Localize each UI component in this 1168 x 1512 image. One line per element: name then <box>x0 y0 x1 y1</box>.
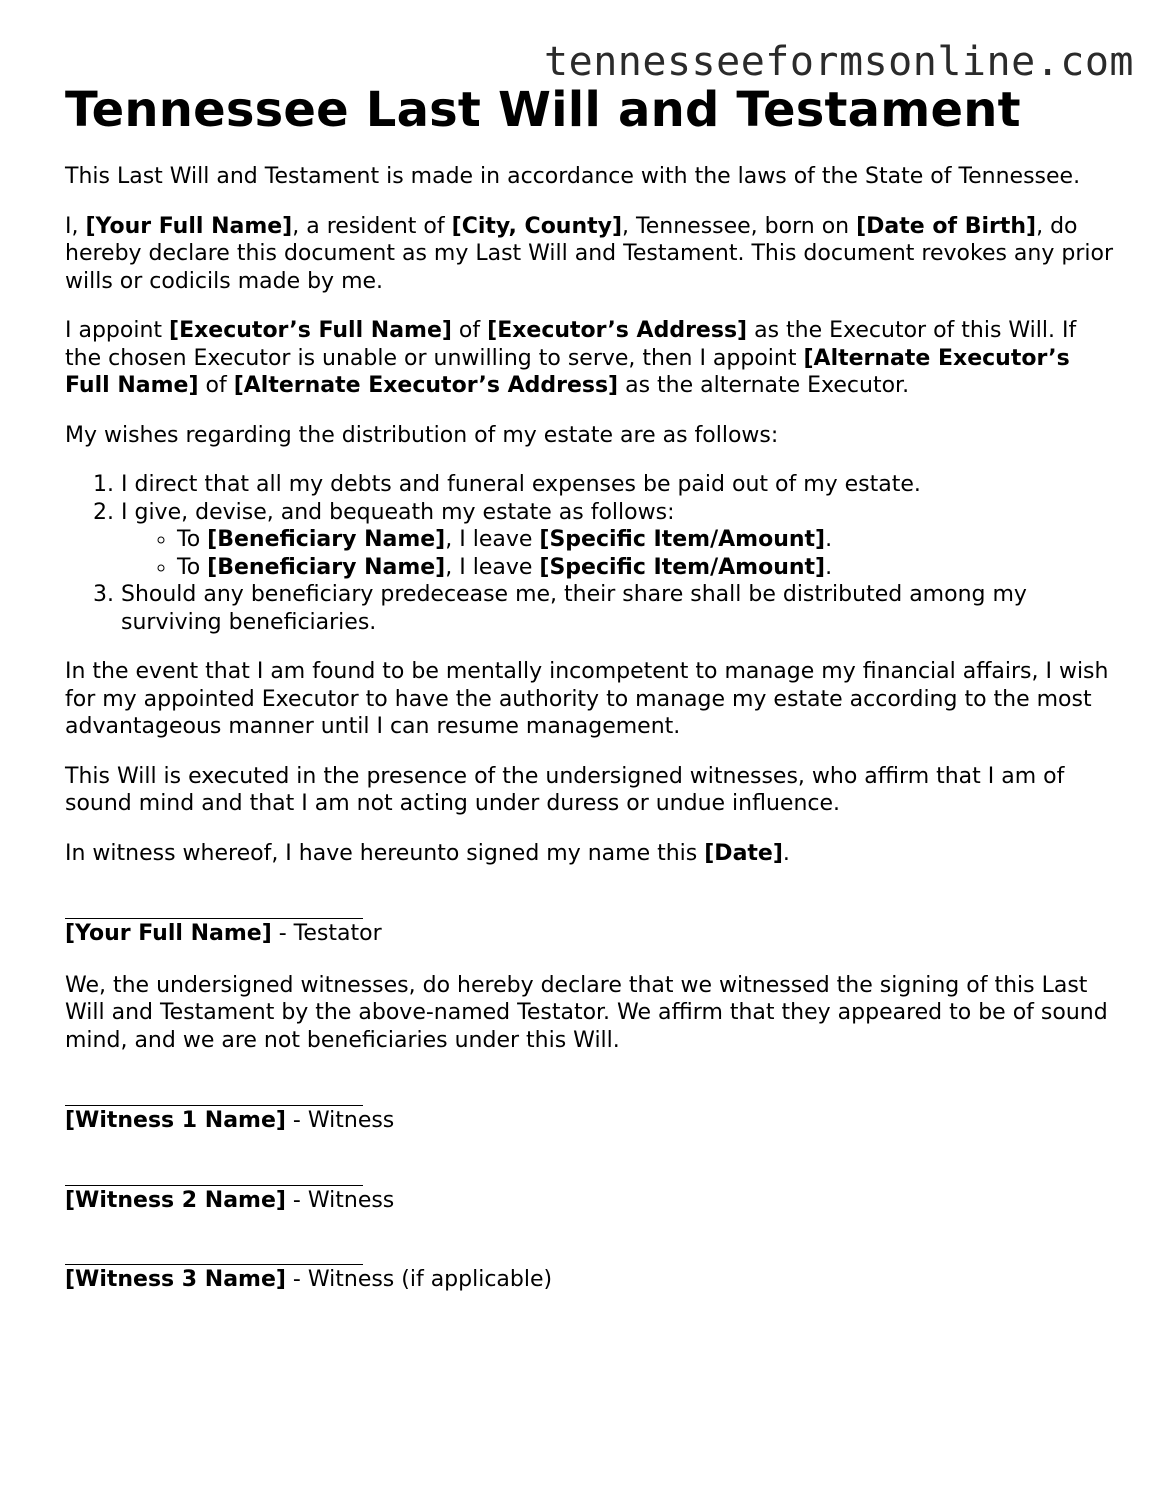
witness-name-placeholder: [Witness 1 Name] <box>65 1108 286 1133</box>
testator-role: - Testator <box>271 921 382 946</box>
witness-role: - Witness (if applicable) <box>285 1267 553 1292</box>
witness-declaration-paragraph: We, the undersigned witnesses, do hereby declare that we witnessed the signing of this Last Will and Testament by the above-named Testator. We affirm that they appeared to be of sound mind, and we are not beneficiaries under this Will. <box>65 972 1108 1053</box>
testator-name-placeholder: [Your Full Name] <box>65 921 272 946</box>
execution-paragraph: This Will is executed in the presence of the undersigned witnesses, who affirm that I am of sound mind and that I am not acting under duress or undue influence. <box>65 763 1065 816</box>
executor-address-placeholder: [Executor’s Address] <box>487 318 748 343</box>
beneficiary-name-placeholder: [Beneficiary Name] <box>207 554 446 580</box>
site-watermark: tennesseeformsonline.com <box>544 39 1134 85</box>
testator-signature-line[interactable] <box>65 895 363 919</box>
witness-name-placeholder: [Witness 2 Name] <box>65 1187 286 1213</box>
bequest-list <box>121 526 1115 581</box>
date-placeholder: [Date] <box>704 840 783 866</box>
will-document <box>65 82 1115 1318</box>
bequest-item: ◦ To [Beneficiary Name], I leave [Specific Item/Amount]. <box>177 526 1115 554</box>
witness-name-placeholder: [Witness 3 Name] <box>65 1267 286 1292</box>
document-title: Tennessee Last Will and Testament <box>65 82 1021 138</box>
testator-name-placeholder: [Your Full Name] <box>85 213 293 239</box>
witness-signature-line[interactable] <box>65 1241 363 1265</box>
wishes-intro: My wishes regarding the distribution of my estate are as follows: <box>65 422 779 448</box>
incompetence-paragraph: In the event that I am found to be mentally incompetent to manage my financial affairs, I wish for my appointed Executor to have the authority to manage my estate according to the most advantageous manner until I can resume management. <box>65 659 1109 739</box>
alternate-executor-name-placeholder: [Alternate Executor’s Full Name] <box>65 345 1070 398</box>
executor-paragraph: I appoint [Executor’s Full Name] of [Executor’s Address] as the Executor of this Will. If the chosen Executor is unable or unwilling to serve, then I appoint [Alternate Executor’s Full Name] of [Alternate Executor’s Address] as the alternate Executor. <box>65 318 1077 398</box>
alternate-executor-address-placeholder: [Alternate Executor’s Address] <box>233 373 619 398</box>
witness-signature-block <box>65 1082 1115 1135</box>
executor-name-placeholder: [Executor’s Full Name] <box>169 318 452 343</box>
specific-item-placeholder: [Specific Item/Amount] <box>539 527 826 552</box>
wishes-list <box>65 471 1115 636</box>
wish-item-bequests: 2. I give, devise, and bequeath my estate as follows: ◦ To [Beneficiary Name], I leave [Specific Item/Amount]. ◦ To [Beneficiary Name], I leave [Specific Item/Amount]. <box>121 499 1115 582</box>
witness-signature-block <box>65 1162 1115 1215</box>
witness-whereof-paragraph: In witness whereof, I have hereunto signed my name this [Date]. <box>65 840 790 866</box>
wish-item-predecease: 3. Should any beneficiary predecease me, their share shall be distributed among my surviving beneficiaries. <box>121 581 1115 636</box>
intro-paragraph: This Last Will and Testament is made in accordance with the laws of the State of Tennessee. <box>65 164 1081 189</box>
specific-item-placeholder: [Specific Item/Amount] <box>539 554 826 580</box>
date-of-birth-placeholder: [Date of Birth] <box>856 213 1037 239</box>
witness-signature-line[interactable] <box>65 1082 363 1106</box>
bequest-item: ◦ To [Beneficiary Name], I leave [Specific Item/Amount]. <box>177 554 1115 582</box>
witness-role: - Witness <box>285 1108 395 1133</box>
witness-signature-block <box>65 1241 1115 1294</box>
wish-item-debts: 1. I direct that all my debts and funeral expenses be paid out of my estate. <box>121 471 1115 499</box>
witness-signature-line[interactable] <box>65 1162 363 1186</box>
city-county-placeholder: [City, County] <box>451 213 623 239</box>
beneficiary-name-placeholder: [Beneficiary Name] <box>207 527 446 552</box>
declaration-paragraph: I, [Your Full Name], a resident of [City, County], Tennessee, born on [Date of Birth], do hereby declare this document as my Last Will and Testament. This document revokes any prior wills or codicils made by me. <box>65 213 1113 294</box>
testator-signature-block <box>65 895 1115 948</box>
witness-role: - Witness <box>285 1187 395 1213</box>
